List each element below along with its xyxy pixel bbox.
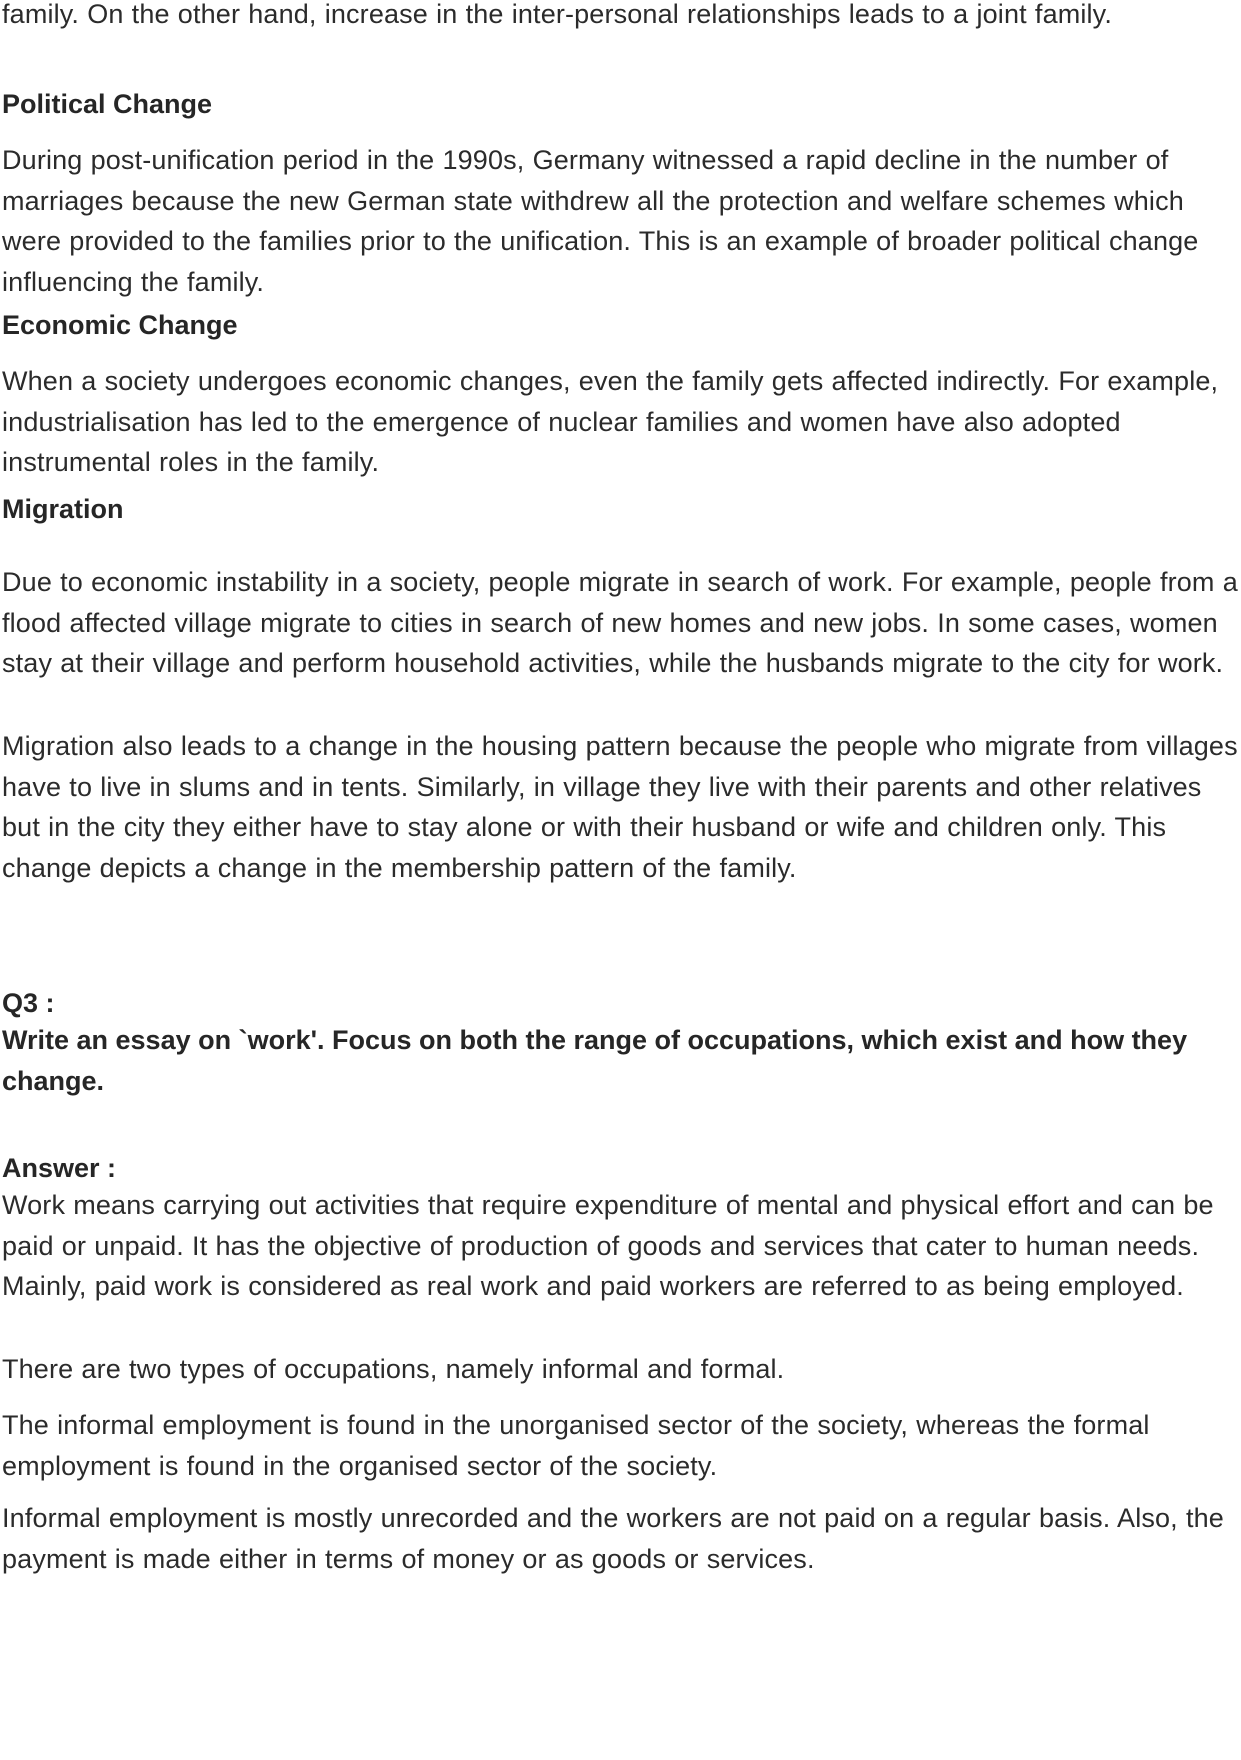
answer-paragraph-2: There are two types of occupations, namely informal and formal.	[2, 1354, 785, 1384]
political-change-paragraph: During post-unification period in the 1990s, Germany witnessed a rapid decline in the number of marriages because the new German state withdrew all the protection and welfare schemes which were provided to the families prior to the unification. This is an example of broader political change influencing the family.	[2, 145, 1199, 297]
answer-paragraph-3: The informal employment is found in the unorganised sector of the society, whereas the formal employment is found in the organised sector of the society.	[2, 1410, 1150, 1481]
migration-paragraph-2: Migration also leads to a change in the housing pattern because the people who migrate from villages have to live in slums and in tents. Similarly, in village they live with their parents and other relatives but in the city they either have to stay alone or with their husband or wife and children only. This change depicts a change in the membership pattern of the family.	[2, 731, 1238, 883]
section-heading-migration: Migration	[2, 494, 124, 524]
section-heading-political-change: Political Change	[2, 89, 213, 119]
section-heading-economic-change: Economic Change	[2, 310, 238, 340]
answer-paragraph-1: Work means carrying out activities that require expenditure of mental and physical effort and can be paid or unpaid. It has the objective of production of goods and services that cater to human needs. Mainly, paid work is considered as real work and paid workers are referred to as being employed.	[2, 1190, 1214, 1301]
migration-paragraph-1: Due to economic instability in a society, people migrate in search of work. For example, people from a flood affected village migrate to cities in search of new homes and new jobs. In some cases, women stay at their village and perform household activities, while the husbands migrate to the city for work.	[2, 567, 1238, 678]
answer-paragraph-4: Informal employment is mostly unrecorded and the workers are not paid on a regular basis. Also, the payment is made either in terms of money or as goods or services.	[2, 1503, 1224, 1574]
question-label: Q3 :	[2, 988, 55, 1018]
question-text: Write an essay on `work'. Focus on both the range of occupations, which exist and how they change.	[2, 1025, 1188, 1096]
intro-paragraph: family. On the other hand, increase in the inter-personal relationships leads to a joint family.	[2, 0, 1112, 29]
answer-label: Answer :	[2, 1153, 117, 1183]
economic-change-paragraph: When a society undergoes economic changes, even the family gets affected indirectly. For example, industrialisation has led to the emergence of nuclear families and women have also adopted instrumental roles in the family.	[2, 366, 1219, 477]
